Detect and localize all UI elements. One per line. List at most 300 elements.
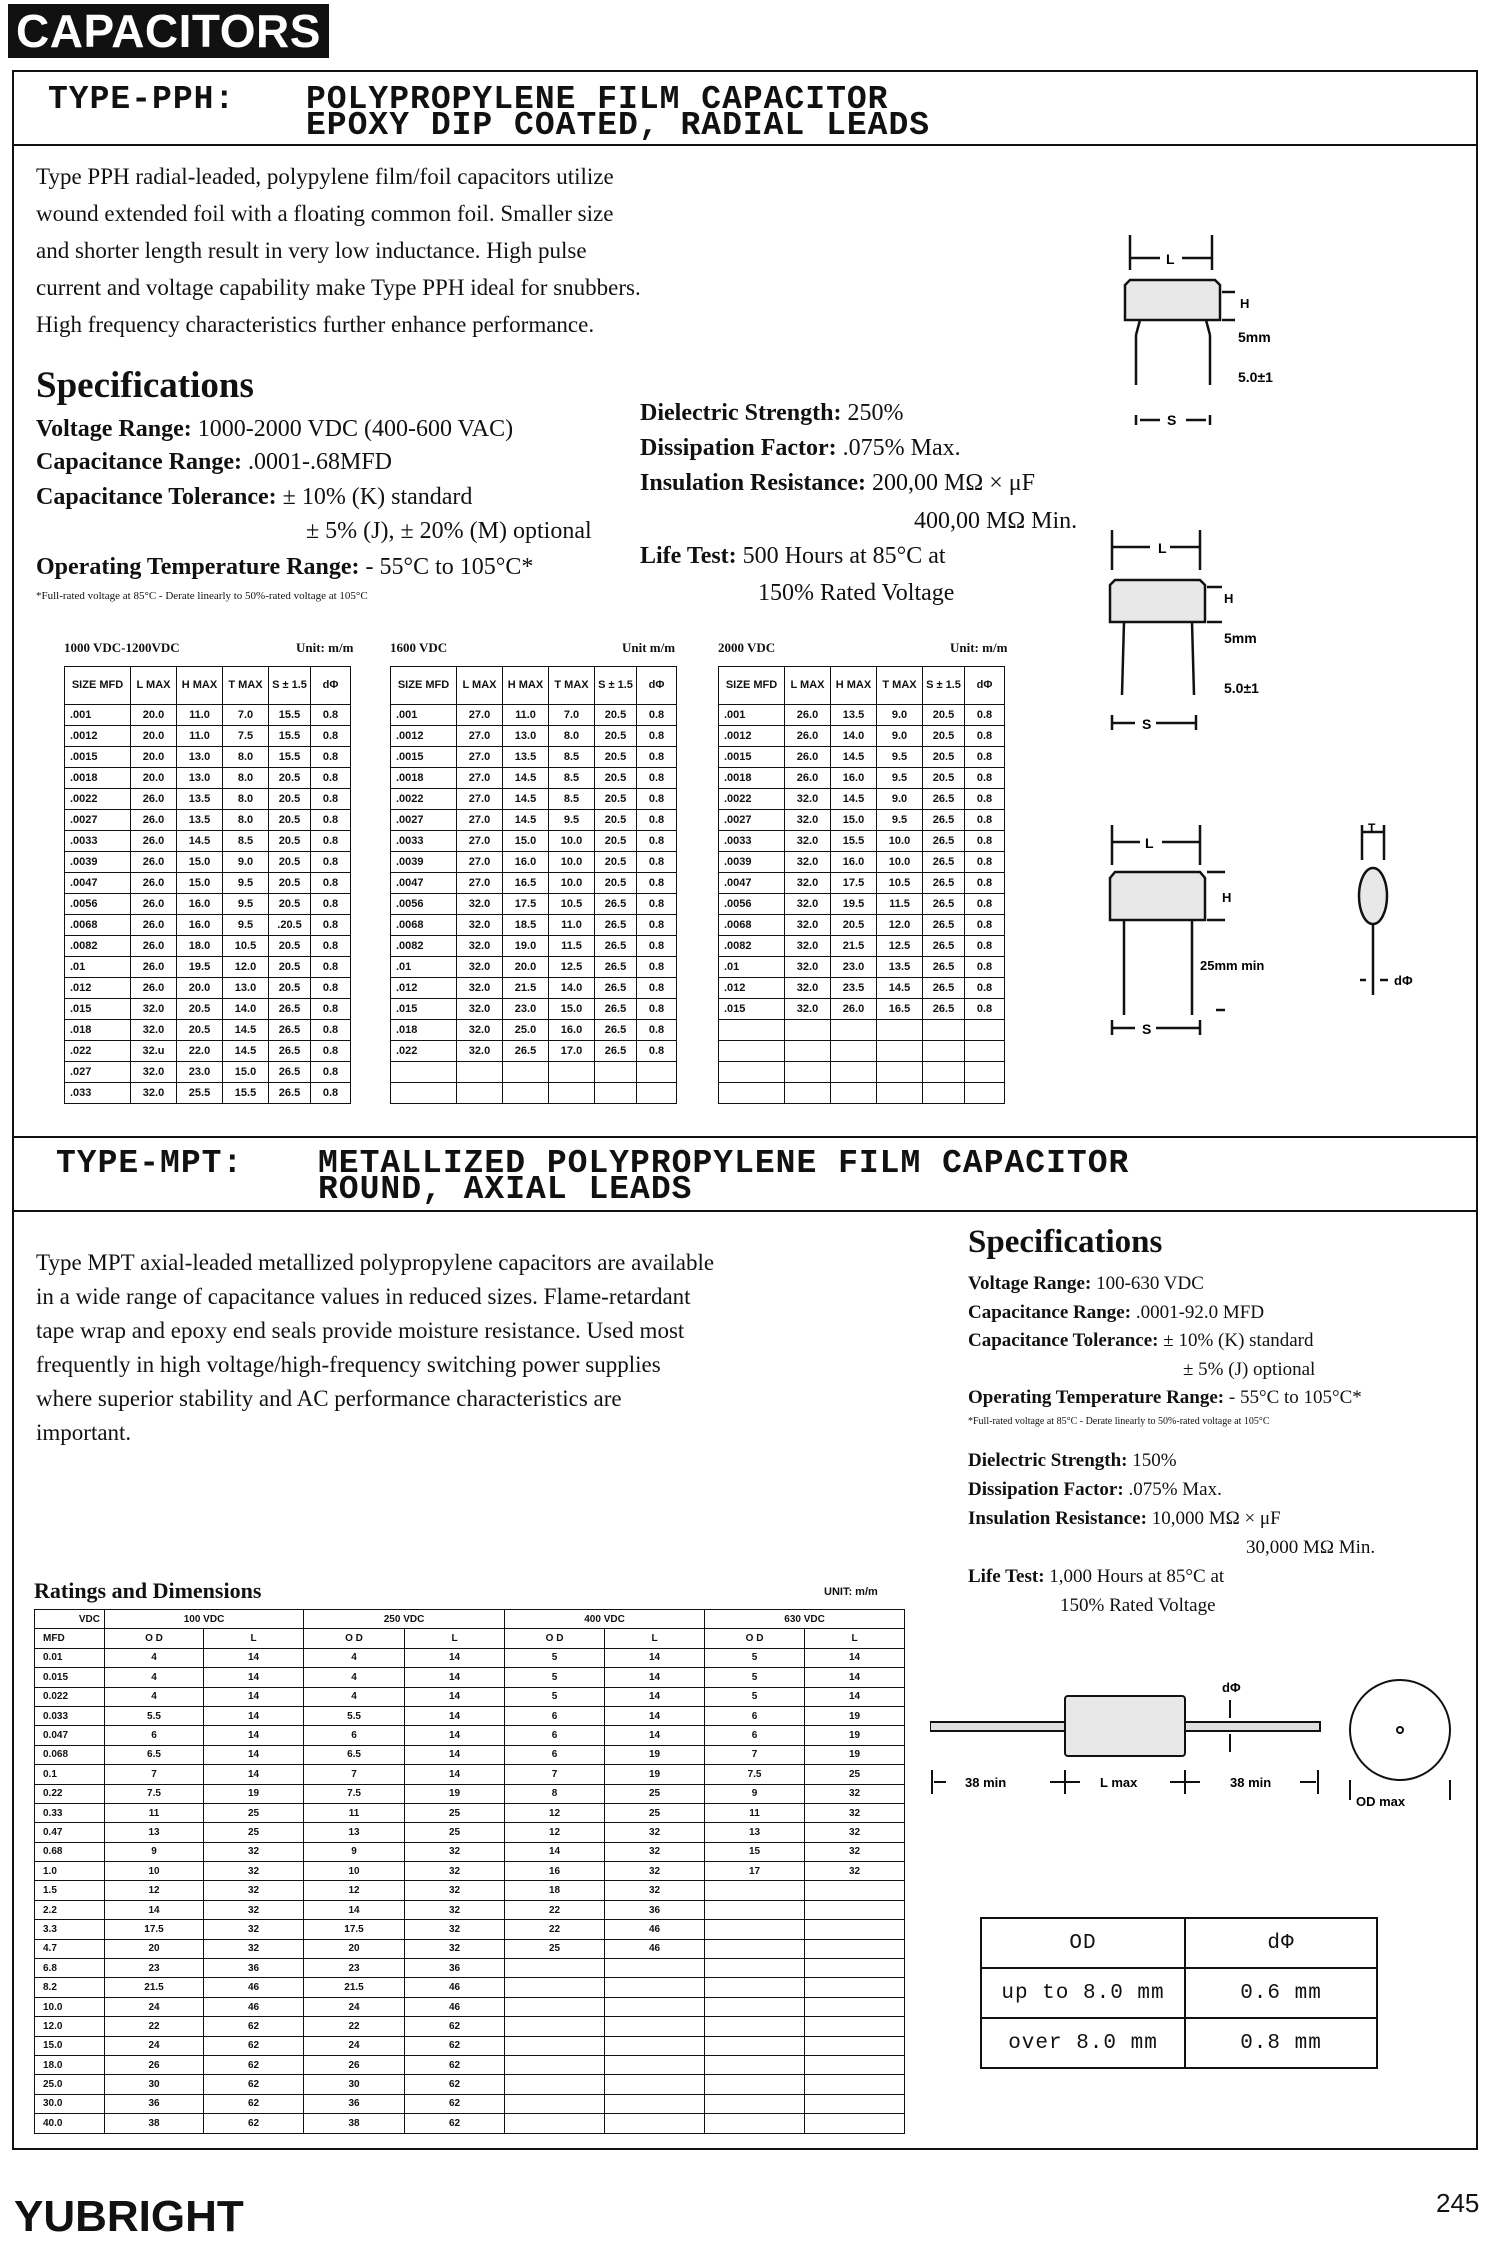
value-cell: 20.5 <box>595 852 637 873</box>
value-cell <box>505 2017 605 2036</box>
mfd-cell: .001 <box>65 705 131 726</box>
l-subheader: L <box>605 1629 705 1648</box>
table-row <box>35 1784 905 1803</box>
value-cell: 20.5 <box>923 726 965 747</box>
value-cell: 36 <box>605 1900 705 1919</box>
value-cell: 26.5 <box>595 999 637 1020</box>
value-cell: 20 <box>105 1939 204 1958</box>
pph-spec-heading: Specifications <box>36 365 254 406</box>
value-cell: 0.8 <box>637 957 677 978</box>
value-cell: 15.5 <box>269 747 311 768</box>
value-cell: 27.0 <box>457 747 503 768</box>
value-cell: 0.8 <box>311 1083 351 1104</box>
table-row <box>65 852 351 873</box>
dim-H-label: H <box>1222 890 1232 905</box>
value-cell: 14 <box>405 1745 505 1764</box>
value-cell: 10.0 <box>877 831 923 852</box>
mfd-cell: .0047 <box>719 873 785 894</box>
value-cell: 26.0 <box>785 747 831 768</box>
value-cell: 25 <box>605 1803 705 1822</box>
value-cell <box>605 2055 705 2074</box>
value-cell <box>785 1083 831 1104</box>
pph-spec-dielectric <box>640 400 903 427</box>
mfd-cell: .012 <box>65 978 131 999</box>
spec-label: Life Test: <box>640 543 737 569</box>
mfd-cell: .0015 <box>391 747 457 768</box>
value-cell: 4 <box>304 1648 405 1667</box>
column-header: H MAX <box>177 667 223 705</box>
value-cell: 32 <box>204 1939 304 1958</box>
section-divider-top <box>12 1136 1478 1138</box>
value-cell <box>505 2114 605 2133</box>
value-cell: 6.5 <box>304 1745 405 1764</box>
value-cell: 36 <box>105 2094 204 2113</box>
pph-title-divider <box>12 144 1478 146</box>
pph-desc-line: Type PPH radial-leaded, polypylene film/foil capacitors utilize <box>36 164 614 189</box>
value-cell: 26.5 <box>923 831 965 852</box>
value-cell <box>705 2017 805 2036</box>
value-cell: 27.0 <box>457 768 503 789</box>
value-cell: 32.0 <box>785 894 831 915</box>
table-row <box>391 831 677 852</box>
value-cell <box>965 1020 1005 1041</box>
dim-T-label: T <box>1368 821 1376 835</box>
mfd-cell: .001 <box>719 705 785 726</box>
value-cell <box>831 1062 877 1083</box>
value-cell: 8.0 <box>223 747 269 768</box>
value-cell <box>549 1062 595 1083</box>
value-cell: 0.8 <box>311 726 351 747</box>
value-cell: 15.5 <box>269 705 311 726</box>
value-cell: 32 <box>405 1862 505 1881</box>
value-cell: 46 <box>204 1997 304 2016</box>
value-cell <box>923 1041 965 1062</box>
mfd-cell: .0056 <box>391 894 457 915</box>
value-cell <box>805 1939 905 1958</box>
value-cell: 9 <box>105 1842 204 1861</box>
mfd-cell: 3.3 <box>35 1920 105 1939</box>
value-cell: 7.0 <box>223 705 269 726</box>
dphi-cell: 0.6 mm <box>1185 1968 1377 2018</box>
pph-desc-line: wound extended foil with a floating common foil. Smaller size <box>36 201 614 226</box>
table-row <box>719 705 1005 726</box>
mfd-cell: .0047 <box>391 873 457 894</box>
table-row <box>35 1648 905 1667</box>
value-cell: 15.5 <box>269 726 311 747</box>
table-row <box>719 1062 1005 1083</box>
table-row <box>719 894 1005 915</box>
value-cell <box>831 1020 877 1041</box>
value-cell: 14 <box>605 1648 705 1667</box>
table-row <box>391 999 677 1020</box>
value-cell <box>705 2114 805 2133</box>
value-cell: 0.8 <box>965 852 1005 873</box>
value-cell: 9.5 <box>877 768 923 789</box>
value-cell: 14 <box>405 1648 505 1667</box>
value-cell: 16.0 <box>177 894 223 915</box>
mfd-cell: .0068 <box>65 915 131 936</box>
value-cell: 10 <box>105 1862 204 1881</box>
value-cell: 14 <box>204 1745 304 1764</box>
table-row <box>35 1920 905 1939</box>
value-cell: 19 <box>805 1706 905 1725</box>
value-cell: 26.0 <box>131 894 177 915</box>
table-row <box>391 873 677 894</box>
value-cell: 24 <box>105 1997 204 2016</box>
value-cell: 0.8 <box>965 705 1005 726</box>
value-cell: 13.5 <box>831 705 877 726</box>
value-cell: 32.0 <box>457 894 503 915</box>
column-header: SIZE MFD <box>719 667 785 705</box>
value-cell: 15.5 <box>831 831 877 852</box>
column-header: S ± 1.5 <box>269 667 311 705</box>
value-cell: 20.5 <box>831 915 877 936</box>
value-cell: 5 <box>705 1687 805 1706</box>
table-row <box>65 810 351 831</box>
column-header: H MAX <box>831 667 877 705</box>
value-cell <box>805 2094 905 2113</box>
value-cell: 32 <box>405 1900 505 1919</box>
value-cell: 32.0 <box>785 789 831 810</box>
value-cell: 16.0 <box>549 1020 595 1041</box>
column-header: dΦ <box>965 667 1005 705</box>
mpt-type-label: TYPE-MPT: <box>56 1145 244 1182</box>
value-cell: 15.0 <box>177 852 223 873</box>
spec-value: 1000-2000 VDC (400-600 VAC) <box>197 416 514 442</box>
value-cell <box>605 2036 705 2055</box>
table-row <box>65 936 351 957</box>
unit-label: Unit m/m <box>622 640 676 655</box>
mfd-cell: 12.0 <box>35 2017 105 2036</box>
value-cell: 20.5 <box>269 831 311 852</box>
value-cell: 46 <box>605 1939 705 1958</box>
value-cell: 0.8 <box>965 936 1005 957</box>
mfd-cell: 0.33 <box>35 1803 105 1822</box>
value-cell <box>503 1062 549 1083</box>
mfd-cell: 1.0 <box>35 1862 105 1881</box>
value-cell: 6 <box>304 1726 405 1745</box>
value-cell: 23 <box>304 1959 405 1978</box>
mpt-spec-voltage <box>968 1270 1362 1299</box>
value-cell: 19.5 <box>177 957 223 978</box>
value-cell: .20.5 <box>269 915 311 936</box>
value-cell: 0.8 <box>637 789 677 810</box>
value-cell: 0.8 <box>637 936 677 957</box>
value-cell: 32.0 <box>457 999 503 1020</box>
mfd-cell: .0027 <box>391 810 457 831</box>
value-cell: 13 <box>105 1823 204 1842</box>
table-row <box>35 2055 905 2074</box>
mpt-desc-line: where superior stability and AC performance characteristics are <box>36 1386 622 1411</box>
value-cell: 32 <box>405 1842 505 1861</box>
value-cell: 18 <box>505 1881 605 1900</box>
value-cell: 32 <box>405 1920 505 1939</box>
value-cell: 0.8 <box>637 999 677 1020</box>
table-row <box>65 1083 351 1104</box>
value-cell: 14.0 <box>831 726 877 747</box>
value-cell: 0.8 <box>637 852 677 873</box>
value-cell <box>595 1083 637 1104</box>
pph-title-line1: POLYPROPYLENE FILM CAPACITOR <box>306 81 889 118</box>
dim-5-0-label: 5.0±1 <box>1238 369 1273 385</box>
dimension-table <box>64 666 351 1104</box>
mfd-cell: .0056 <box>65 894 131 915</box>
value-cell: 23.0 <box>503 999 549 1020</box>
value-cell <box>923 1062 965 1083</box>
pph-spec-lifetest-2: 150% Rated Voltage <box>758 580 955 606</box>
pph-spec-insulation-min: 400,00 MΩ Min. <box>914 508 1078 534</box>
value-cell <box>805 2055 905 2074</box>
table-row <box>719 1083 1005 1104</box>
mfd-cell: .015 <box>719 999 785 1020</box>
value-cell: 0.8 <box>965 726 1005 747</box>
value-cell: 0.8 <box>965 915 1005 936</box>
value-cell <box>805 1881 905 1900</box>
value-cell: 19 <box>605 1765 705 1784</box>
value-cell: 16.0 <box>831 852 877 873</box>
mfd-cell: 0.22 <box>35 1784 105 1803</box>
table-row <box>65 915 351 936</box>
pph-temp-note: *Full-rated voltage at 85°C - Derate linearly to 50%-rated voltage at 105°C <box>36 590 368 602</box>
value-cell: 25.0 <box>503 1020 549 1041</box>
value-cell: 26.5 <box>595 1041 637 1062</box>
value-cell: 26.5 <box>269 1020 311 1041</box>
column-header: L MAX <box>785 667 831 705</box>
value-cell: 4 <box>304 1668 405 1687</box>
value-cell: 9.0 <box>877 726 923 747</box>
value-cell: 26.0 <box>785 768 831 789</box>
value-cell: 32.0 <box>131 1083 177 1104</box>
value-cell <box>805 2075 905 2094</box>
value-cell: 7.5 <box>223 726 269 747</box>
value-cell: 27.0 <box>457 831 503 852</box>
mfd-cell <box>391 1083 457 1104</box>
voltage-section-label: 1600 VDC <box>390 640 448 655</box>
value-cell: 13.5 <box>877 957 923 978</box>
value-cell: 26.0 <box>131 789 177 810</box>
mfd-cell: .022 <box>65 1041 131 1062</box>
value-cell: 11 <box>105 1803 204 1822</box>
mfd-cell: .0027 <box>65 810 131 831</box>
value-cell: 0.8 <box>637 894 677 915</box>
value-cell: 14 <box>605 1687 705 1706</box>
spec-value: .075% Max. <box>842 435 961 461</box>
value-cell: 7 <box>705 1745 805 1764</box>
value-cell: 20.5 <box>595 831 637 852</box>
table-row <box>719 789 1005 810</box>
value-cell: 14 <box>204 1726 304 1745</box>
spec-value: - 55°C to 105°C* <box>365 554 534 580</box>
spec-value: .0001-.68MFD <box>247 449 392 475</box>
value-cell: 0.8 <box>965 894 1005 915</box>
mpt-spec-capacitance <box>968 1299 1362 1328</box>
value-cell: 0.8 <box>311 1041 351 1062</box>
value-cell: 10.5 <box>877 873 923 894</box>
mfd-cell: .0022 <box>391 789 457 810</box>
mfd-cell: 30.0 <box>35 2094 105 2113</box>
value-cell <box>549 1083 595 1104</box>
spec-value: 1,000 Hours at 85°C at <box>1049 1566 1225 1587</box>
brand-logo: YUBRIGHT <box>14 2192 244 2241</box>
mpt-spec-lifetest-2: 150% Rated Voltage <box>1060 1595 1216 1616</box>
table-row <box>719 747 1005 768</box>
value-cell: 32.0 <box>785 936 831 957</box>
mpt-spec-tolerance <box>968 1327 1362 1356</box>
value-cell: 20.5 <box>269 852 311 873</box>
value-cell: 14.5 <box>223 1020 269 1041</box>
column-header: H MAX <box>503 667 549 705</box>
value-cell <box>637 1083 677 1104</box>
value-cell: 20.0 <box>177 978 223 999</box>
value-cell: 17.0 <box>549 1041 595 1062</box>
table-row <box>719 999 1005 1020</box>
value-cell: 5.5 <box>105 1706 204 1725</box>
value-cell: 17.5 <box>831 873 877 894</box>
value-cell: 22.0 <box>177 1041 223 1062</box>
value-cell <box>785 1020 831 1041</box>
mpt-title-divider <box>12 1210 1478 1212</box>
mpt-desc-line: frequently in high voltage/high-frequency switching power supplies <box>36 1352 661 1377</box>
value-cell <box>705 1978 805 1997</box>
value-cell: 0.8 <box>311 705 351 726</box>
pph-spec-insulation <box>640 470 1035 497</box>
value-cell: 32 <box>805 1784 905 1803</box>
value-cell: 62 <box>204 2055 304 2074</box>
dim-S-label: S <box>1142 1021 1152 1037</box>
axial-mid-label: L max <box>1100 1775 1138 1790</box>
table-row <box>35 1959 905 1978</box>
table-row <box>391 705 677 726</box>
value-cell: 32 <box>405 1939 505 1958</box>
mpt-spec-temperature <box>968 1384 1362 1413</box>
value-cell <box>705 1900 805 1919</box>
value-cell: 9.5 <box>877 747 923 768</box>
mfd-cell: .0015 <box>65 747 131 768</box>
mfd-cell: .0039 <box>391 852 457 873</box>
value-cell: 22 <box>505 1900 605 1919</box>
value-cell: 9.5 <box>877 810 923 831</box>
table-row <box>35 1978 905 1997</box>
value-cell: 26.0 <box>131 936 177 957</box>
mfd-cell: 0.047 <box>35 1726 105 1745</box>
value-cell: 26.0 <box>131 810 177 831</box>
value-cell: 21.5 <box>304 1978 405 1997</box>
mfd-cell <box>719 1062 785 1083</box>
value-cell: 14 <box>204 1765 304 1784</box>
value-cell: 36 <box>304 2094 405 2113</box>
value-cell <box>805 1920 905 1939</box>
value-cell: 9.0 <box>877 705 923 726</box>
column-header: T MAX <box>877 667 923 705</box>
spec-label: Dielectric Strength: <box>640 400 842 426</box>
mpt-title-line2: ROUND, AXIAL LEADS <box>318 1171 693 1208</box>
value-cell: 20.5 <box>923 768 965 789</box>
value-cell: 19 <box>204 1784 304 1803</box>
column-header: dΦ <box>311 667 351 705</box>
dim-25mm-label: 25mm min <box>1200 958 1265 973</box>
mfd-cell: .0012 <box>719 726 785 747</box>
table-row <box>391 726 677 747</box>
mfd-cell: .012 <box>391 978 457 999</box>
value-cell: 14 <box>605 1706 705 1725</box>
axial-right-label: 38 min <box>1230 1775 1272 1790</box>
value-cell <box>505 2075 605 2094</box>
value-cell: 32.0 <box>131 1062 177 1083</box>
dimension-table-header <box>391 667 677 705</box>
table-row <box>719 726 1005 747</box>
mpt-spec-dielectric <box>968 1446 1375 1475</box>
value-cell: 32.0 <box>457 915 503 936</box>
value-cell <box>605 2017 705 2036</box>
value-cell: 20.5 <box>595 789 637 810</box>
spec-label: Insulation Resistance: <box>640 470 867 496</box>
table-row <box>391 1083 677 1104</box>
mfd-cell: .0018 <box>719 768 785 789</box>
value-cell: 13.0 <box>503 726 549 747</box>
value-cell: 26.0 <box>131 831 177 852</box>
spec-value: 200,00 MΩ × μF <box>872 470 1035 496</box>
value-cell: 20.5 <box>269 873 311 894</box>
value-cell <box>605 1997 705 2016</box>
spec-value: .0001-92.0 MFD <box>1135 1301 1265 1323</box>
value-cell: 38 <box>105 2114 204 2133</box>
value-cell: 32 <box>204 1881 304 1900</box>
value-cell <box>637 1062 677 1083</box>
od-cell: over 8.0 mm <box>981 2018 1185 2068</box>
value-cell: 6 <box>505 1745 605 1764</box>
value-cell: 20.5 <box>923 705 965 726</box>
value-cell: 11.0 <box>549 915 595 936</box>
value-cell: 10.0 <box>877 852 923 873</box>
mfd-cell: 40.0 <box>35 2114 105 2133</box>
dim-H-label: H <box>1224 591 1234 606</box>
value-cell <box>877 1062 923 1083</box>
value-cell <box>805 1997 905 2016</box>
voltage-column-header: 250 VDC <box>304 1610 505 1629</box>
value-cell: 0.8 <box>965 768 1005 789</box>
value-cell: 20.0 <box>131 768 177 789</box>
value-cell: 4 <box>304 1687 405 1706</box>
ratings-subheader <box>35 1629 905 1648</box>
table-row <box>35 1668 905 1687</box>
table-row <box>65 1041 351 1062</box>
dim-L-label: L <box>1158 540 1167 556</box>
table-row <box>65 768 351 789</box>
value-cell: 26.0 <box>131 978 177 999</box>
value-cell: 26.0 <box>131 915 177 936</box>
value-cell <box>705 1881 805 1900</box>
value-cell: 0.8 <box>965 957 1005 978</box>
dim-H-label: H <box>1240 296 1250 311</box>
value-cell <box>831 1083 877 1104</box>
column-header: T MAX <box>549 667 595 705</box>
value-cell: 25 <box>204 1823 304 1842</box>
pph-spec-dissipation <box>640 435 961 462</box>
ratings-voltage-header <box>35 1610 905 1629</box>
value-cell: 46 <box>605 1920 705 1939</box>
mfd-cell: 15.0 <box>35 2036 105 2055</box>
mfd-cell: 2.2 <box>35 1900 105 1919</box>
spec-value: 100-630 VDC <box>1096 1273 1204 1294</box>
mfd-cell: 0.01 <box>35 1648 105 1667</box>
value-cell: 0.8 <box>965 999 1005 1020</box>
mfd-cell: .0082 <box>391 936 457 957</box>
od-subheader: O D <box>505 1629 605 1648</box>
value-cell: 14.5 <box>831 789 877 810</box>
spec-label: Capacitance Range: <box>968 1301 1132 1323</box>
value-cell: 15.0 <box>503 831 549 852</box>
value-cell: 14 <box>105 1900 204 1919</box>
